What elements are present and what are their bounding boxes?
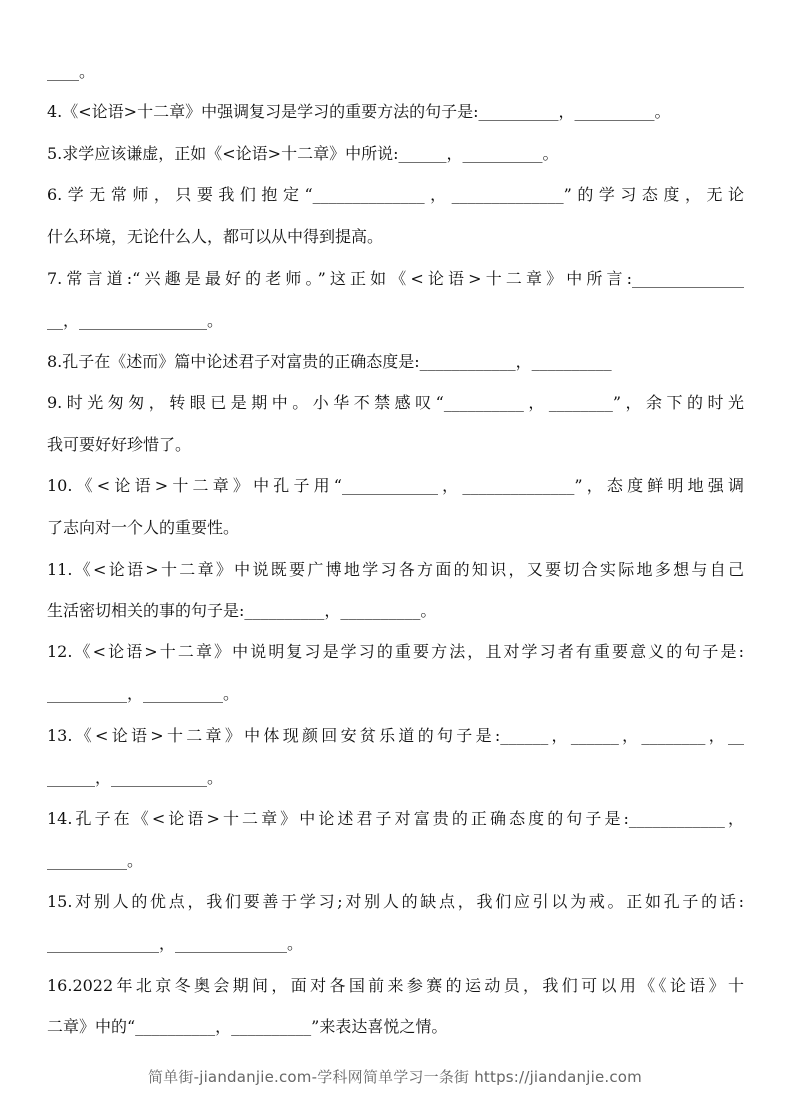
question-9: 9.时光匆匆，转眼已是期中。小华不禁感叹“__________，________”，余下的时光 xyxy=(47,393,744,412)
question-12-cont: __________，__________。 xyxy=(47,684,240,703)
question-14: 14.孔子在《<论语>十二章》中论述君子对富贵的正确态度的句子是:____________， xyxy=(47,809,744,828)
question-12: 12.《<论语>十二章》中说明复习是学习的重要方法，且对学习者有重要意义的句子是: xyxy=(47,642,744,661)
question-8: 8.孔子在《述而》篇中论述君子对富贵的正确态度是:____________，__________ xyxy=(47,352,612,371)
question-14-cont: __________。 xyxy=(47,851,144,870)
question-7: 7.常言道:“兴趣是最好的老师。”这正如《<论语>十二章》中所言:______________ xyxy=(47,269,744,288)
question-10: 10.《<论语>十二章》中孔子用“____________，______________”，态度鲜明地强调 xyxy=(47,476,744,495)
question-16-cont: 二章》中的“__________，__________”来表达喜悦之情。 xyxy=(47,1017,448,1036)
question-9-cont: 我可要好好珍惜了。 xyxy=(47,435,192,454)
question-11-cont: 生活密切相关的事的句子是:__________，__________。 xyxy=(47,601,437,620)
page-footer-watermark: 简单街-jiandanjie.com-学科网简单学习一条街 https://jiandanjie.com xyxy=(147,1068,642,1086)
question-13-cont: ______，____________。 xyxy=(47,768,224,787)
question-13: 13.《<论语>十二章》中体现颜回安贫乐道的句子是:______，______，________，__ xyxy=(47,726,744,745)
question-7-cont: __，________________。 xyxy=(47,311,224,330)
text-line: ____。 xyxy=(47,62,96,81)
question-15: 15.对别人的优点，我们要善于学习;对别人的缺点，我们应引以为戒。正如孔子的话: xyxy=(47,892,744,911)
question-5: 5.求学应该谦虚，正如《<论语>十二章》中所说:______，__________。 xyxy=(47,144,559,163)
question-4: 4.《<论语>十二章》中强调复习是学习的重要方法的句子是:__________，__________。 xyxy=(47,102,671,121)
question-6: 6.学无常师，只要我们抱定“______________，______________”的学习态度，无论 xyxy=(47,185,744,204)
question-15-cont: ______________，______________。 xyxy=(47,934,304,953)
question-16: 16.2022年北京冬奥会期间，面对各国前来参赛的运动员，我们可以用《《论语》十 xyxy=(47,976,744,995)
question-11: 11.《<论语>十二章》中说既要广博地学习各方面的知识，又要切合实际地多想与自己 xyxy=(47,560,744,579)
question-10-cont: 了志向对一个人的重要性。 xyxy=(47,518,240,537)
question-6-cont: 什么环境，无论什么人，都可以从中得到提高。 xyxy=(47,227,384,246)
